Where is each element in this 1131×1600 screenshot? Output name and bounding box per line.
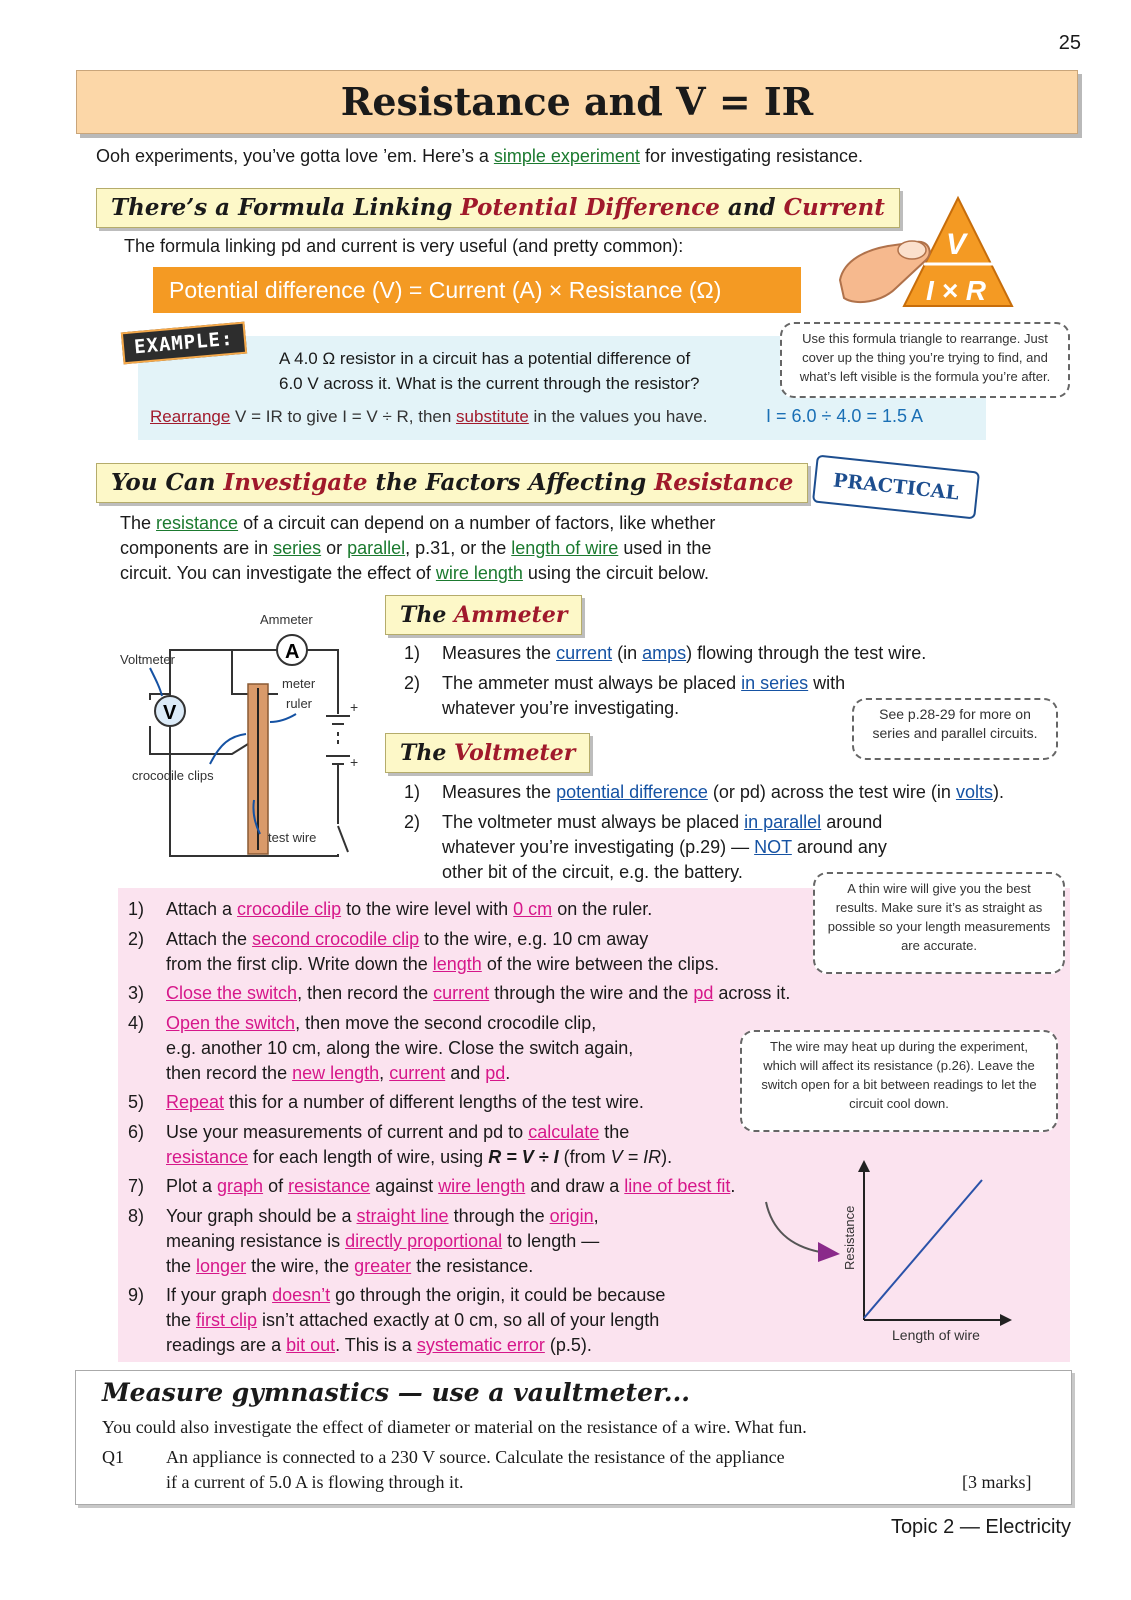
step-number: 8) xyxy=(128,1206,145,1226)
keyword: greater xyxy=(354,1256,412,1276)
factors-line-3: circuit. You can investigate the effect of wire length using the circuit below. xyxy=(120,563,710,583)
thin-wire-note: A thin wire will give you the best results. Make sure it’s as straight as possible so your length measurements are accurate. xyxy=(813,872,1065,974)
step-number: 4) xyxy=(128,1013,145,1033)
factors-line-1: The resistance of a circuit can depend on a number of factors, like whether xyxy=(120,513,716,533)
pointer-arrows xyxy=(150,668,296,834)
triangle-note: Use this formula triangle to rearrange. Just cover up the thing you’re trying to find, and what’s left visible is the formula you’re after. xyxy=(780,322,1070,398)
keyword-rearrange: Rearrange xyxy=(150,407,231,426)
keyword-length-of-wire: length of wire xyxy=(511,538,619,558)
keyword-wire-length: wire length xyxy=(435,563,523,583)
equation: V = IR xyxy=(610,1147,662,1167)
triangle-bottom-ir: I × R xyxy=(926,275,986,306)
ammeter-letter: A xyxy=(285,641,300,663)
switch-lever xyxy=(338,826,348,852)
keyword-in-parallel: in parallel xyxy=(744,812,822,832)
keyword: Close the switch xyxy=(166,983,298,1003)
keyword-amps: amps xyxy=(642,643,687,663)
heading-part: and xyxy=(719,194,784,221)
practical-badge: PRACTICAL xyxy=(812,455,980,520)
keyword-resistance: resistance xyxy=(156,513,239,533)
keyword: pd xyxy=(693,983,714,1003)
point-number: 2) xyxy=(404,812,421,832)
section-heading-formula xyxy=(96,188,900,228)
section-heading-investigate xyxy=(96,463,808,503)
keyword: wire length xyxy=(438,1176,526,1196)
example-question-line-1: A 4.0 Ω resistor in a circuit has a potential difference of xyxy=(279,349,691,368)
x-axis-arrow xyxy=(1000,1314,1012,1326)
step-number: 2) xyxy=(128,929,145,949)
question-marks: [3 marks] xyxy=(962,1472,1032,1492)
step-number: 7) xyxy=(128,1176,145,1196)
keyword: calculate xyxy=(528,1122,600,1142)
keyword-volts: volts xyxy=(955,782,993,802)
keyword-not: NOT xyxy=(754,837,792,857)
keyword: new length xyxy=(292,1063,380,1083)
keyword: Open the switch xyxy=(166,1013,296,1033)
heading-highlight: Voltmeter xyxy=(454,740,576,766)
heading-highlight: Ammeter xyxy=(454,602,568,628)
keyword-substitute: substitute xyxy=(456,407,529,426)
keyword: crocodile clip xyxy=(237,899,342,919)
example-answer: I = 6.0 ÷ 4.0 = 1.5 A xyxy=(766,406,923,426)
triangle-top-v: V xyxy=(946,228,967,261)
keyword: longer xyxy=(196,1256,247,1276)
resistance-length-graph xyxy=(760,1158,1020,1354)
keyword: second crocodile clip xyxy=(252,929,420,949)
keyword-parallel: parallel xyxy=(347,538,406,558)
circuit-diagram xyxy=(110,604,380,864)
factors-line-2: components are in series or parallel, p.31, or the length of wire used in the xyxy=(120,538,712,558)
keyword: pd xyxy=(485,1063,506,1083)
label-meter: meter xyxy=(282,676,316,691)
keyword: straight line xyxy=(356,1206,449,1226)
keyword-potential-difference: potential difference xyxy=(556,782,708,802)
graph-x-label: Length of wire xyxy=(892,1327,980,1343)
formula-intro-text: The formula linking pd and current is very useful (and pretty common): xyxy=(124,236,684,256)
keyword: doesn’t xyxy=(272,1285,331,1305)
heading-highlight: Potential Difference xyxy=(460,194,720,221)
heading-highlight: Investigate xyxy=(223,469,368,496)
label-test-wire: test wire xyxy=(268,830,317,845)
keyword: bit out xyxy=(286,1335,336,1355)
series-parallel-note: See p.28-29 for more on series and parallel circuits. xyxy=(852,698,1058,760)
step-number: 9) xyxy=(128,1285,145,1305)
keyword: systematic error xyxy=(416,1335,545,1355)
step-number: 3) xyxy=(128,983,145,1003)
keyword: graph xyxy=(217,1176,264,1196)
footer-topic: Topic 2 — Electricity xyxy=(890,1516,1071,1538)
voltmeter-letter: V xyxy=(163,702,177,724)
ammeter-heading: The Ammeter xyxy=(385,595,582,635)
intro-part: for investigating resistance. xyxy=(639,146,864,166)
keyword: origin xyxy=(549,1206,594,1226)
example-working-part: in the values you have. xyxy=(528,407,708,426)
voltmeter-heading: The Voltmeter xyxy=(385,733,590,773)
keyword: line of best fit xyxy=(624,1176,731,1196)
example-tag: EXAMPLE: xyxy=(121,322,247,365)
curved-arrow xyxy=(766,1202,820,1252)
heat-note: The wire may heat up during the experiment, which will affect its resistance (p.26). Leave the switch open for a bit between readings to let the circuit cool down. xyxy=(740,1030,1058,1132)
best-fit-line xyxy=(864,1180,982,1318)
question-number: Q1 xyxy=(102,1447,124,1467)
summary-title: Measure gymnastics — use a vaultmeter... xyxy=(102,1378,690,1407)
intro-text xyxy=(96,146,863,167)
label-crocodile-clips: crocodile clips xyxy=(132,768,214,783)
keyword-series: series xyxy=(273,538,322,558)
intro-part: Ooh experiments, you’ve gotta love ’em. Here’s a xyxy=(96,146,494,166)
step-number: 1) xyxy=(128,899,145,919)
heading-highlight: Current xyxy=(783,194,885,221)
label-plus: + xyxy=(350,754,359,770)
label-ruler: ruler xyxy=(286,696,313,711)
keyword: resistance xyxy=(166,1147,249,1167)
keyword: 0 cm xyxy=(513,899,553,919)
page-title: Resistance and V = IR xyxy=(340,79,814,124)
heading-part: You Can xyxy=(111,469,224,496)
formula-banner: Potential difference (V) = Current (A) × Resistance (Ω) xyxy=(153,267,801,313)
example-working-part: V = IR to give I = V ÷ R, then xyxy=(230,407,457,426)
page-title-banner xyxy=(76,70,1078,134)
question-line-2: if a current of 5.0 A is flowing through it. xyxy=(166,1472,464,1492)
point-number: 2) xyxy=(404,673,421,693)
keyword: current xyxy=(433,983,490,1003)
example-working xyxy=(150,407,707,427)
page-number: 25 xyxy=(1058,32,1081,54)
label-voltmeter: Voltmeter xyxy=(120,652,175,667)
step-number: 6) xyxy=(128,1122,145,1142)
keyword: Repeat xyxy=(166,1092,225,1112)
y-axis-arrow xyxy=(858,1160,870,1172)
question-line-1: An appliance is connected to a 230 V source. Calculate the resistance of the appliance xyxy=(166,1447,785,1467)
heading-part: There’s a Formula Linking xyxy=(111,194,461,221)
keyword-in-series: in series xyxy=(741,673,809,693)
heading-highlight: Resistance xyxy=(654,469,794,496)
example-question-line-2: 6.0 V across it. What is the current through the resistor? xyxy=(279,374,700,393)
keyword-current: current xyxy=(556,643,613,663)
formula-triangle xyxy=(836,194,1016,312)
keyword: first clip xyxy=(196,1310,258,1330)
label-plus: + xyxy=(350,699,359,715)
summary-text: You could also investigate the effect of diameter or material on the resistance of a wire. What fun. xyxy=(102,1417,807,1437)
keyword-simple-experiment: simple experiment xyxy=(493,146,640,166)
keyword: directly proportional xyxy=(345,1231,503,1251)
keyword: length xyxy=(432,954,482,974)
equation: R = V ÷ I xyxy=(488,1147,559,1167)
factors-paragraph xyxy=(120,511,715,586)
heading-part: the Factors Affecting xyxy=(367,469,655,496)
point-number: 1) xyxy=(404,643,421,663)
arrow-head xyxy=(818,1242,840,1262)
point-number: 1) xyxy=(404,782,421,802)
label-ammeter: Ammeter xyxy=(260,612,313,627)
graph-y-label: Resistance xyxy=(842,1205,857,1270)
keyword: resistance xyxy=(288,1176,371,1196)
step-number: 5) xyxy=(128,1092,145,1112)
keyword: current xyxy=(389,1063,446,1083)
